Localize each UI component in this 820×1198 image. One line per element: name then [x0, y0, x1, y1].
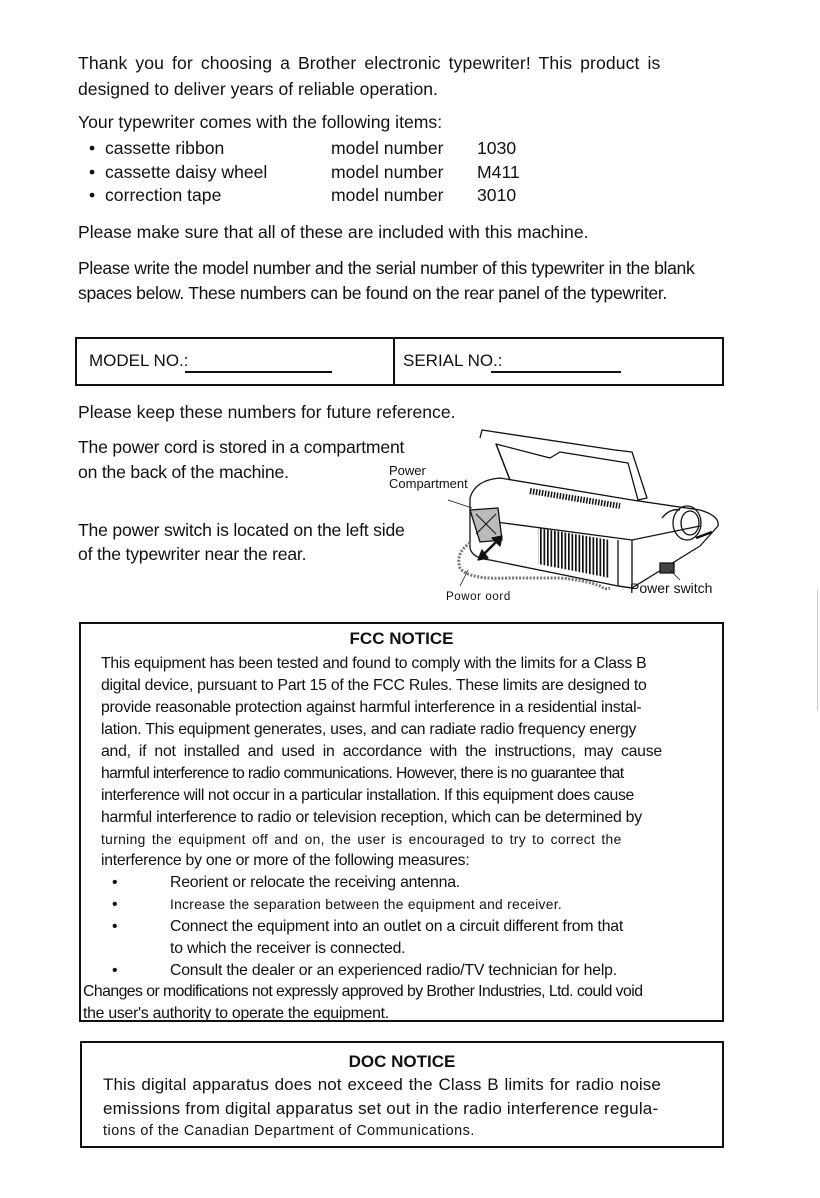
fcc-text-line: digital device, pursuant to Part 15 of the FCC Rules. These limits are designed to — [101, 677, 647, 694]
fcc-text-line: This equipment has been tested and found to comply with the limits for a Class B — [101, 655, 647, 672]
write-numbers-text: Please write the model number and the serial number of this typewriter in the blank spaces below. These numbers can be found on the rear panel of the typewriter. — [78, 258, 695, 303]
intro-line-2: designed to deliver years of reliable operation. — [78, 79, 438, 99]
model-number-label: MODEL NO.: — [89, 351, 189, 370]
vent-top — [530, 491, 620, 506]
item-model-number: M411 — [477, 162, 520, 182]
scan-artifact-line — [817, 590, 818, 710]
doc-text-line: emissions from digital apparatus set out in the radio interference regula- — [103, 1099, 659, 1118]
model-serial-box — [75, 337, 724, 386]
figure-label-compartment: Compartment — [389, 476, 468, 491]
fcc-notice-title: FCC NOTICE — [349, 629, 454, 648]
doc-text-line: This digital apparatus does not exceed the Class B limits for radio noise — [103, 1075, 661, 1094]
fcc-measure-text: Reorient or relocate the receiving antenna. — [170, 874, 460, 891]
doc-notice-title: DOC NOTICE — [348, 1052, 456, 1071]
bullet-icon: • — [112, 896, 118, 913]
make-sure-text: Please make sure that all of these are included with this machine. — [78, 222, 589, 242]
model-number-field[interactable] — [185, 371, 332, 373]
bullet-icon: • — [112, 962, 118, 979]
keep-numbers-text: Please keep these numbers for future reference. — [78, 402, 456, 422]
item-name: correction tape — [105, 185, 222, 205]
item-model-number: 3010 — [477, 185, 517, 205]
power-switch-text-2: of the typewriter near the rear. — [78, 544, 307, 564]
fcc-measure-text: to which the receiver is connected. — [170, 940, 406, 957]
power-switch-text-1: The power switch is located on the left side — [78, 520, 405, 540]
item-name: cassette daisy wheel — [105, 162, 268, 182]
fcc-measure-text: Increase the separation between the equipment and receiver. — [170, 897, 562, 912]
fcc-text-line: and, if not installed and used in accordance with the instructions, may cause — [101, 743, 662, 760]
power-cord-text-2: on the back of the machine. — [78, 462, 289, 482]
lid-shape — [480, 430, 647, 500]
item-model-label: model number — [331, 162, 444, 182]
intro-line-1: Thank you for choosing a Brother electronic typewriter! This product is — [78, 53, 661, 73]
figure-label-power-cord: Powor oord — [446, 591, 511, 603]
bullet-icon: • — [112, 874, 118, 891]
fcc-text-line: interference will not occur in a particular installation. If this equipment does cause — [101, 787, 634, 804]
list-item — [89, 137, 589, 159]
fcc-text-line: turning the equipment off and on, the user is encouraged to try to correct the — [101, 832, 622, 847]
fcc-text-line: interference by one or more of the following measures: — [101, 852, 470, 869]
bullet-icon: • — [112, 918, 118, 935]
figure-label-power: Power — [389, 463, 426, 478]
fcc-measure-item — [112, 916, 692, 960]
fcc-measure-text: Consult the dealer or an experienced radio/TV technician for help. — [170, 962, 617, 979]
fcc-notice — [79, 622, 724, 1022]
fcc-measure-text: Connect the equipment into an outlet on a circuit different from that — [170, 918, 624, 935]
list-item — [89, 184, 589, 206]
items-intro: Your typewriter comes with the following items: — [78, 112, 443, 132]
bullet-icon: • — [89, 138, 96, 158]
serial-number-cell — [395, 339, 722, 384]
fcc-text-line: lation. This equipment generates, uses, and can radiate radio frequency energy — [101, 721, 637, 738]
model-number-cell — [77, 339, 395, 384]
list-item — [89, 161, 589, 183]
power-cord-text-1: The power cord is stored in a compartment — [78, 437, 405, 457]
doc-text-line: tions of the Canadian Department of Communications. — [103, 1123, 475, 1139]
item-model-number: 1030 — [477, 138, 517, 158]
item-model-label: model number — [331, 185, 444, 205]
serial-number-field[interactable] — [491, 371, 621, 373]
figure-label-power-switch: Power switch — [630, 580, 713, 596]
doc-notice — [80, 1041, 724, 1148]
bullet-icon: • — [89, 162, 96, 182]
typewriter-illustration — [400, 428, 730, 608]
serial-number-label: SERIAL NO.: — [403, 351, 503, 370]
fcc-text-line: harmful interference to radio communications. However, there is no guarantee that — [101, 765, 624, 782]
fcc-text-line: harmful interference to radio or television reception, which can be determined by — [101, 809, 642, 826]
bullet-icon: • — [89, 185, 96, 205]
fcc-measure-item — [112, 872, 692, 894]
fcc-text-line: provide reasonable protection against harmful interference in a residential instal- — [101, 699, 642, 716]
fcc-measure-item — [112, 960, 692, 982]
item-model-label: model number — [331, 138, 444, 158]
fcc-closing-line: the user's authority to operate the equipment. — [83, 1005, 389, 1022]
item-name: cassette ribbon — [105, 138, 225, 158]
fcc-closing-line: Changes or modifications not expressly approved by Brother Industries, Ltd. could void — [83, 983, 643, 1000]
fcc-measure-item — [112, 894, 692, 916]
